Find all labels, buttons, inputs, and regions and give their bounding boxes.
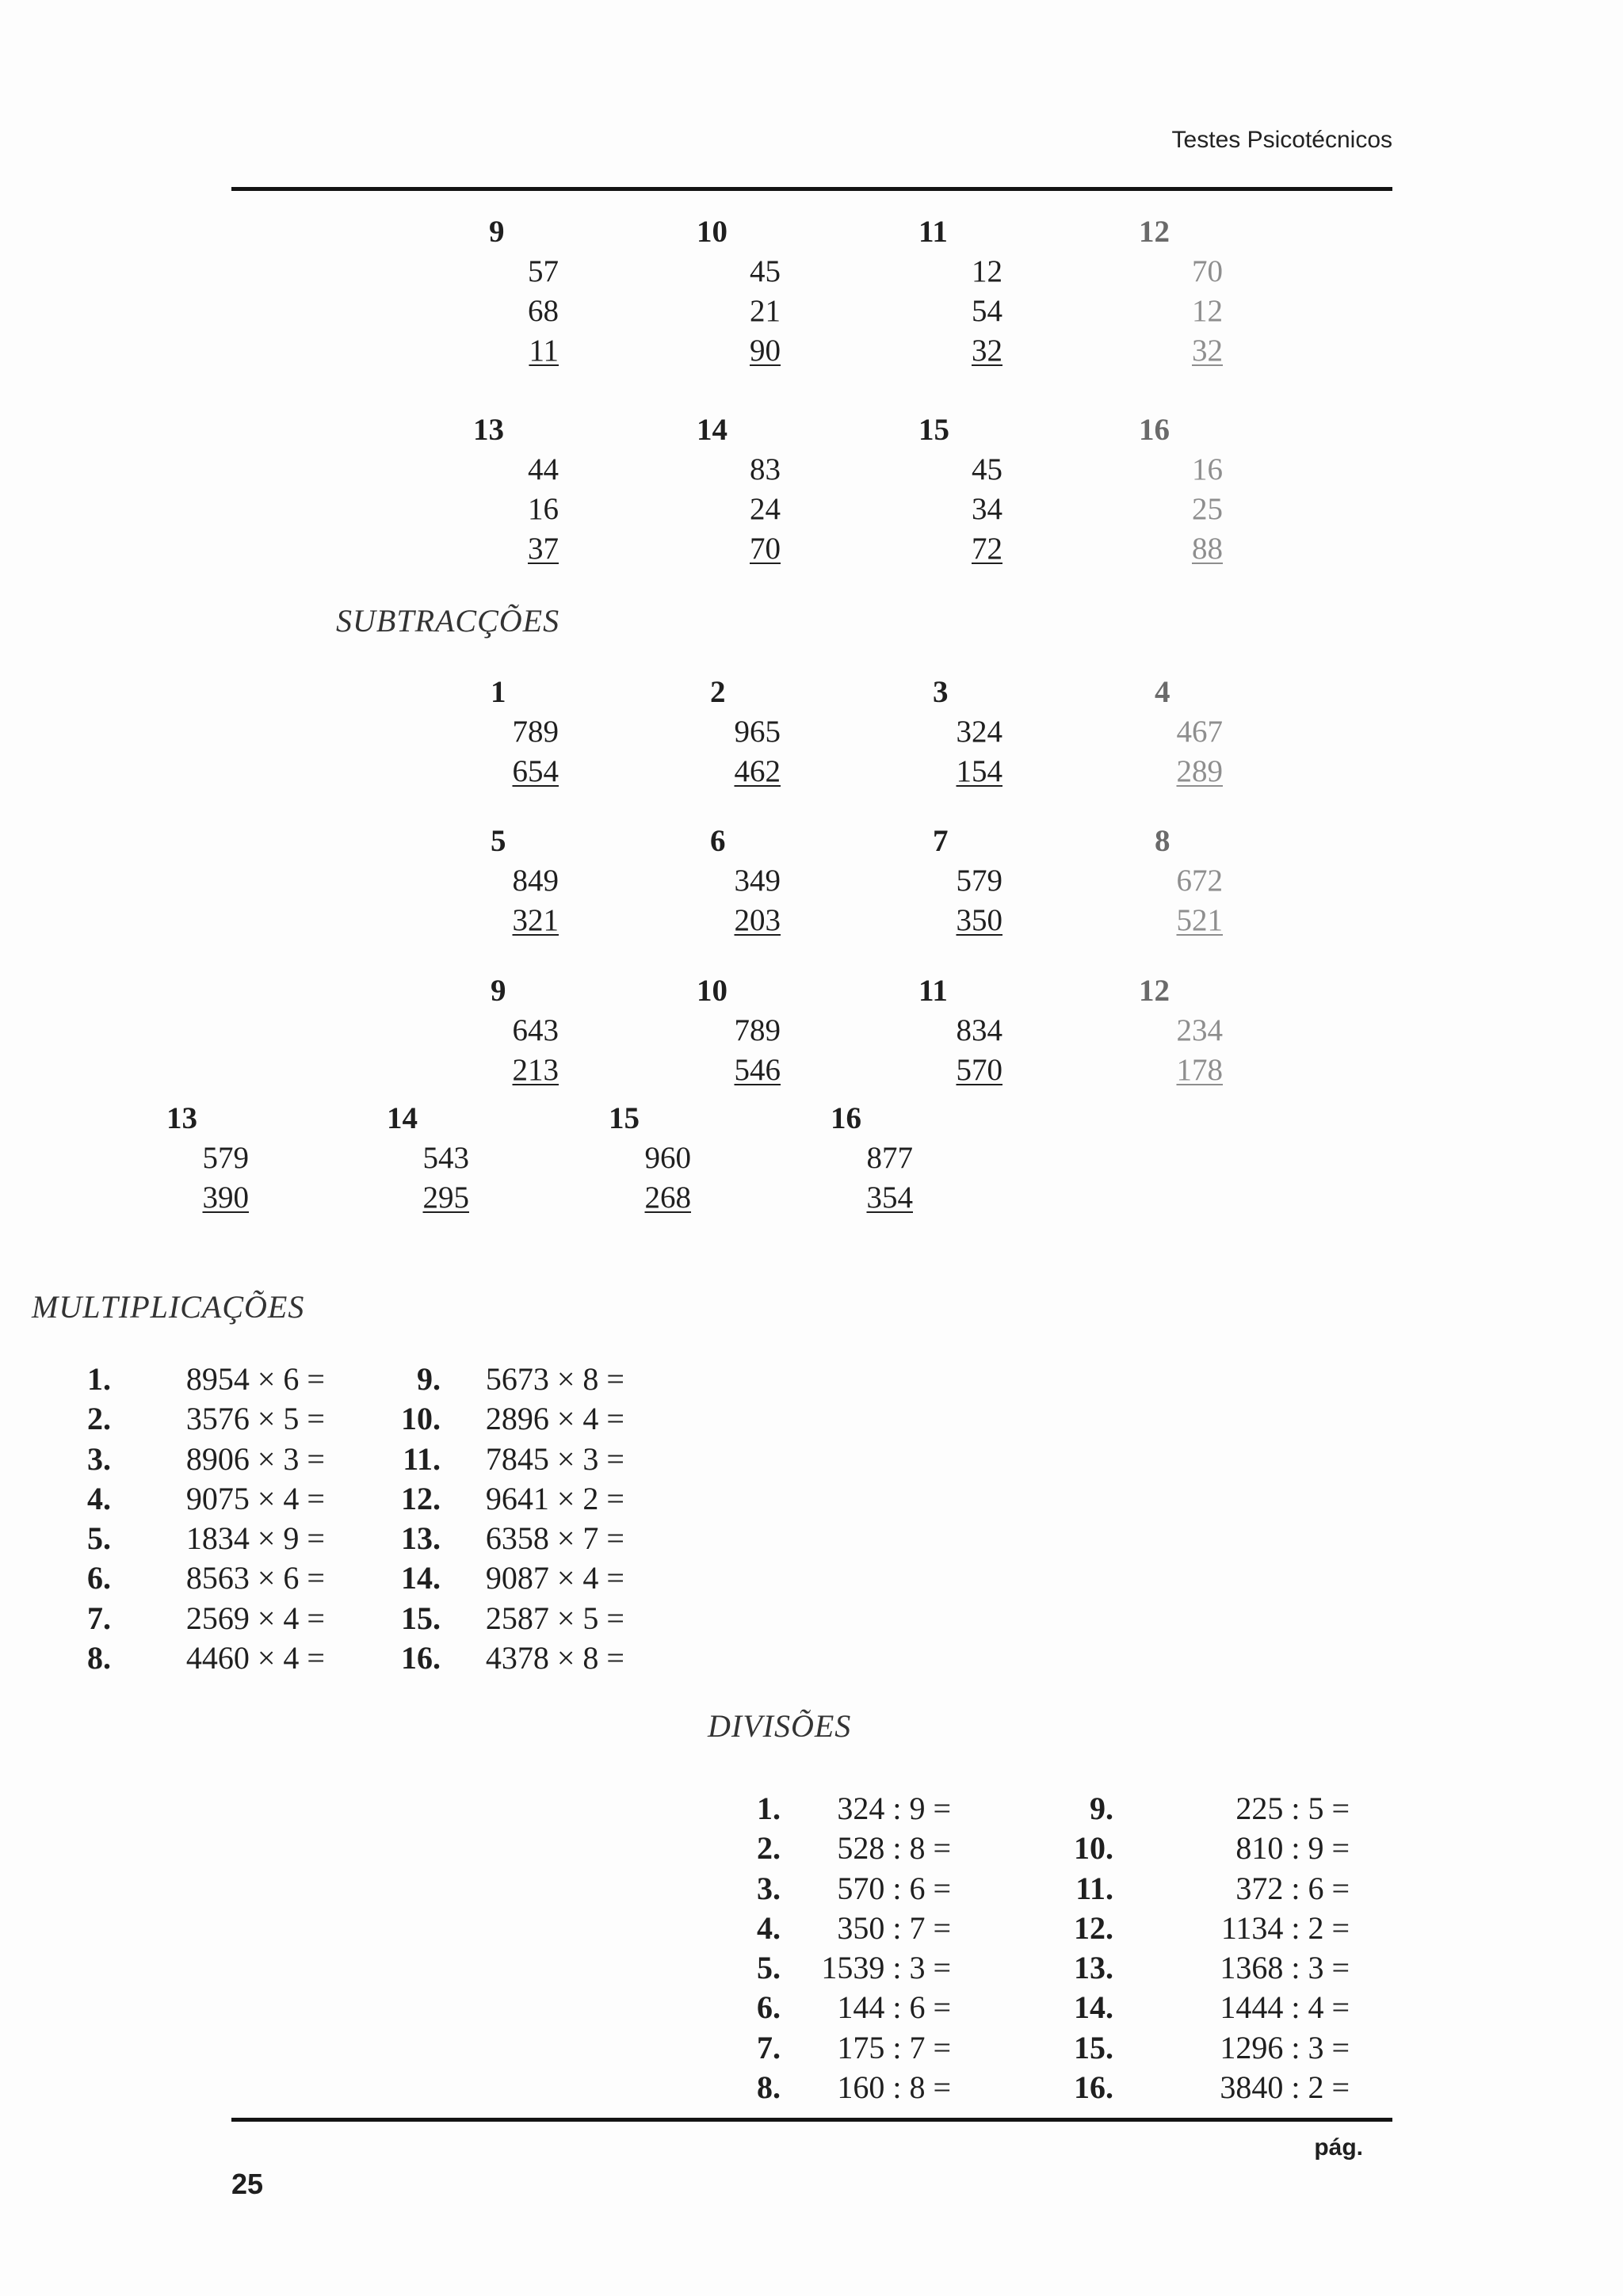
- subtrahend: 354: [866, 1180, 913, 1215]
- item-expression: 9641 × 2 =: [485, 1480, 624, 1516]
- problem-number: 6: [710, 824, 726, 858]
- item-number: 10.: [401, 1401, 441, 1437]
- subtraction-problem: [933, 673, 1006, 791]
- division-item: [1054, 2068, 1350, 2107]
- subtraction-problem: [491, 971, 562, 1090]
- multiplication-item: [388, 1519, 624, 1558]
- addend: 16: [1192, 452, 1223, 486]
- subtrahend: 390: [202, 1180, 249, 1215]
- addend: 32: [972, 334, 1002, 368]
- subtraction-problem: [933, 822, 1006, 940]
- division-item: [745, 1948, 951, 1988]
- division-item: [745, 1789, 951, 1829]
- item-expression: 160 : 8 =: [837, 2069, 951, 2106]
- multiplication-item: [388, 1399, 624, 1439]
- multiplication-item: [75, 1440, 325, 1479]
- addend: 70: [750, 532, 781, 566]
- problem-number: 11: [918, 215, 948, 249]
- division-item: [1054, 1909, 1350, 1948]
- division-item: [745, 1988, 951, 2027]
- addend: 32: [1192, 334, 1223, 368]
- addend: 57: [528, 254, 559, 288]
- addend: 24: [750, 492, 781, 526]
- minuend: 960: [644, 1141, 691, 1175]
- problem-number: 15: [609, 1101, 640, 1135]
- item-number: 16.: [1074, 2069, 1113, 2106]
- addition-problem: [918, 212, 1006, 371]
- item-expression: 1368 : 3 =: [1220, 1950, 1350, 1986]
- minuend: 849: [512, 864, 559, 898]
- problem-number: 16: [1139, 413, 1170, 447]
- problem-number: 13: [166, 1101, 197, 1135]
- multiplication-item: [388, 1360, 624, 1399]
- addition-problem: [697, 212, 784, 371]
- problem-number: 3: [933, 675, 949, 709]
- division-item: [1054, 2028, 1350, 2068]
- subtrahend: 178: [1176, 1053, 1223, 1087]
- addend: 54: [972, 294, 1002, 328]
- addition-problem: [1139, 410, 1226, 569]
- problem-number: 9: [491, 974, 506, 1008]
- subtrahend: 321: [512, 903, 559, 937]
- minuend: 643: [512, 1013, 559, 1047]
- subtrahend: 268: [644, 1180, 691, 1215]
- minuend: 543: [422, 1141, 469, 1175]
- item-number: 1.: [757, 1791, 781, 1826]
- item-expression: 9087 × 4 =: [485, 1560, 624, 1596]
- subtrahend: 462: [734, 754, 781, 788]
- problem-number: 9: [489, 215, 505, 249]
- addition-problem: [697, 410, 784, 569]
- division-item: [1054, 1988, 1350, 2027]
- addend: 68: [528, 294, 559, 328]
- item-number: 15.: [1074, 2029, 1113, 2065]
- item-number: 10.: [1074, 1830, 1113, 1867]
- item-expression: 3840 : 2 =: [1220, 2069, 1350, 2106]
- subtraction-problem: [1155, 822, 1226, 940]
- minuend: 579: [956, 864, 1002, 898]
- division-item: [745, 1909, 951, 1948]
- multiplication-list-left: [75, 1360, 325, 1678]
- subtrahend: 521: [1176, 903, 1223, 937]
- minuend: 467: [1176, 715, 1223, 749]
- addend: 16: [528, 492, 559, 526]
- item-expression: 2587 × 5 =: [485, 1600, 624, 1636]
- multiplication-item: [75, 1599, 325, 1638]
- item-number: 11.: [403, 1440, 441, 1477]
- item-expression: 350 : 7 =: [837, 1909, 951, 1946]
- problem-number: 12: [1139, 215, 1170, 249]
- item-number: 8.: [757, 2069, 781, 2106]
- minuend: 834: [956, 1013, 1002, 1047]
- problem-number: 16: [831, 1101, 861, 1135]
- subtraction-problem: [166, 1099, 252, 1218]
- subtraction-problem: [1139, 971, 1226, 1090]
- addend: 34: [972, 492, 1002, 526]
- minuend: 234: [1176, 1013, 1223, 1047]
- problem-number: 14: [387, 1101, 418, 1135]
- multiplication-item: [388, 1479, 624, 1519]
- item-number: 6.: [757, 1989, 781, 2026]
- addend: 12: [972, 254, 1002, 288]
- item-number: 6.: [87, 1560, 111, 1596]
- multiplication-item: [75, 1638, 325, 1678]
- item-number: 9.: [417, 1361, 441, 1397]
- item-expression: 6358 × 7 =: [485, 1520, 624, 1557]
- multiplication-item: [388, 1440, 624, 1479]
- item-number: 16.: [401, 1640, 441, 1676]
- minuend: 789: [734, 1013, 781, 1047]
- problem-number: 15: [918, 413, 949, 447]
- item-number: 11.: [1075, 1870, 1113, 1906]
- addend: 72: [972, 532, 1002, 566]
- subtrahend: 154: [956, 754, 1002, 788]
- item-number: 3.: [757, 1870, 781, 1906]
- minuend: 965: [734, 715, 781, 749]
- multiplications-title: MULTIPLICAÇÕES: [32, 1289, 305, 1325]
- header-rule: [231, 187, 1392, 191]
- subtraction-problem: [491, 822, 562, 940]
- item-expression: 1834 × 9 =: [185, 1520, 325, 1557]
- division-item: [1054, 1948, 1350, 1988]
- multiplication-item: [75, 1360, 325, 1399]
- item-number: 14.: [1074, 1989, 1113, 2026]
- minuend: 672: [1176, 864, 1223, 898]
- subtrahend: 203: [734, 903, 781, 937]
- subtraction-problem: [1155, 673, 1226, 791]
- multiplication-item: [75, 1558, 325, 1598]
- item-number: 1.: [87, 1361, 111, 1397]
- division-item: [745, 2028, 951, 2068]
- item-number: 15.: [401, 1600, 441, 1636]
- addition-problem: [489, 212, 562, 371]
- minuend: 349: [734, 864, 781, 898]
- item-expression: 372 : 6 =: [1235, 1870, 1350, 1906]
- subtrahend: 295: [422, 1180, 469, 1215]
- subtraction-problem: [609, 1099, 694, 1218]
- multiplication-item: [75, 1479, 325, 1519]
- division-item: [1054, 1869, 1350, 1909]
- addend: 45: [750, 254, 781, 288]
- item-number: 14.: [401, 1560, 441, 1596]
- problem-number: 10: [697, 215, 727, 249]
- addend: 83: [750, 452, 781, 486]
- division-list-right: [1054, 1789, 1350, 2107]
- problem-number: 1: [491, 675, 506, 709]
- item-number: 4.: [87, 1480, 111, 1516]
- item-expression: 1296 : 3 =: [1220, 2029, 1350, 2065]
- item-expression: 7845 × 3 =: [485, 1440, 624, 1477]
- addend: 11: [529, 334, 559, 368]
- item-expression: 2569 × 4 =: [185, 1600, 325, 1636]
- addend: 88: [1192, 532, 1223, 566]
- subtrahend: 213: [512, 1053, 559, 1087]
- item-number: 7.: [87, 1600, 111, 1636]
- item-expression: 528 : 8 =: [837, 1830, 951, 1867]
- item-number: 4.: [757, 1909, 781, 1946]
- addend: 25: [1192, 492, 1223, 526]
- addition-problem: [918, 410, 1006, 569]
- multiplication-item: [388, 1599, 624, 1638]
- item-expression: 4378 × 8 =: [485, 1640, 624, 1676]
- problem-number: 7: [933, 824, 949, 858]
- item-expression: 175 : 7 =: [837, 2029, 951, 2065]
- subtraction-problem: [491, 673, 562, 791]
- subtrahend: 289: [1176, 754, 1223, 788]
- item-number: 5.: [757, 1950, 781, 1986]
- subtraction-problem: [710, 673, 784, 791]
- item-expression: 8906 × 3 =: [185, 1440, 325, 1477]
- addend: 44: [528, 452, 559, 486]
- division-item: [745, 1869, 951, 1909]
- multiplication-item: [75, 1519, 325, 1558]
- running-header-title: Testes Psicotécnicos: [1171, 127, 1392, 153]
- item-expression: 5673 × 8 =: [485, 1361, 624, 1397]
- item-expression: 1444 : 4 =: [1220, 1989, 1350, 2026]
- item-number: 7.: [757, 2029, 781, 2065]
- item-number: 3.: [87, 1440, 111, 1477]
- problem-number: 10: [697, 974, 727, 1008]
- item-expression: 3576 × 5 =: [185, 1401, 325, 1437]
- page-label: pág.: [1314, 2134, 1363, 2161]
- division-list-left: [745, 1789, 951, 2107]
- minuend: 877: [866, 1141, 913, 1175]
- item-expression: 8954 × 6 =: [185, 1361, 325, 1397]
- item-expression: 2896 × 4 =: [485, 1401, 624, 1437]
- multiplication-item: [75, 1399, 325, 1439]
- item-number: 12.: [1074, 1909, 1113, 1946]
- item-expression: 144 : 6 =: [837, 1989, 951, 2026]
- problem-number: 14: [697, 413, 727, 447]
- item-expression: 8563 × 6 =: [185, 1560, 325, 1596]
- addition-problem: [1139, 212, 1226, 371]
- addition-problem: [473, 410, 562, 569]
- division-item: [1054, 1789, 1350, 1829]
- item-expression: 324 : 9 =: [837, 1791, 951, 1826]
- subtractions-title: SUBTRACÇÕES: [336, 603, 560, 639]
- subtrahend: 350: [956, 903, 1002, 937]
- multiplication-list-right: [388, 1360, 624, 1678]
- page-number: 25: [231, 2168, 264, 2200]
- addend: 90: [750, 334, 781, 368]
- subtraction-problem: [918, 971, 1006, 1090]
- addend: 45: [972, 452, 1002, 486]
- subtraction-problem: [697, 971, 784, 1090]
- addend: 37: [528, 532, 559, 566]
- item-number: 2.: [757, 1830, 781, 1867]
- problem-number: 4: [1155, 675, 1170, 709]
- item-expression: 225 : 5 =: [1235, 1791, 1350, 1826]
- item-expression: 9075 × 4 =: [185, 1480, 325, 1516]
- subtrahend: 654: [512, 754, 559, 788]
- multiplication-item: [388, 1558, 624, 1598]
- item-expression: 4460 × 4 =: [185, 1640, 325, 1676]
- subtraction-problem: [831, 1099, 916, 1218]
- item-number: 13.: [1074, 1950, 1113, 1986]
- problem-number: 12: [1139, 974, 1170, 1008]
- subtrahend: 570: [956, 1053, 1002, 1087]
- problem-number: 13: [473, 413, 504, 447]
- division-item: [1054, 1829, 1350, 1868]
- item-number: 5.: [87, 1520, 111, 1557]
- divisions-title: DIVISÕES: [708, 1708, 852, 1744]
- subtraction-problem: [710, 822, 784, 940]
- problem-number: 2: [710, 675, 726, 709]
- addend: 70: [1192, 254, 1223, 288]
- division-item: [745, 1829, 951, 1868]
- problem-number: 5: [491, 824, 506, 858]
- item-expression: 1539 : 3 =: [821, 1950, 951, 1986]
- subtrahend: 546: [734, 1053, 781, 1087]
- item-number: 13.: [401, 1520, 441, 1557]
- subtraction-problem: [387, 1099, 472, 1218]
- item-expression: 810 : 9 =: [1235, 1830, 1350, 1867]
- footer-rule: [231, 2118, 1392, 2122]
- minuend: 579: [202, 1141, 249, 1175]
- item-number: 9.: [1090, 1791, 1113, 1826]
- item-expression: 570 : 6 =: [837, 1870, 951, 1906]
- item-number: 2.: [87, 1401, 111, 1437]
- problem-number: 8: [1155, 824, 1170, 858]
- division-item: [745, 2068, 951, 2107]
- item-number: 8.: [87, 1640, 111, 1676]
- addend: 21: [750, 294, 781, 328]
- addend: 12: [1192, 294, 1223, 328]
- multiplication-item: [388, 1638, 624, 1678]
- item-number: 12.: [401, 1480, 441, 1516]
- problem-number: 11: [918, 974, 948, 1008]
- minuend: 324: [956, 715, 1002, 749]
- item-expression: 1134 : 2 =: [1220, 1909, 1350, 1946]
- minuend: 789: [512, 715, 559, 749]
